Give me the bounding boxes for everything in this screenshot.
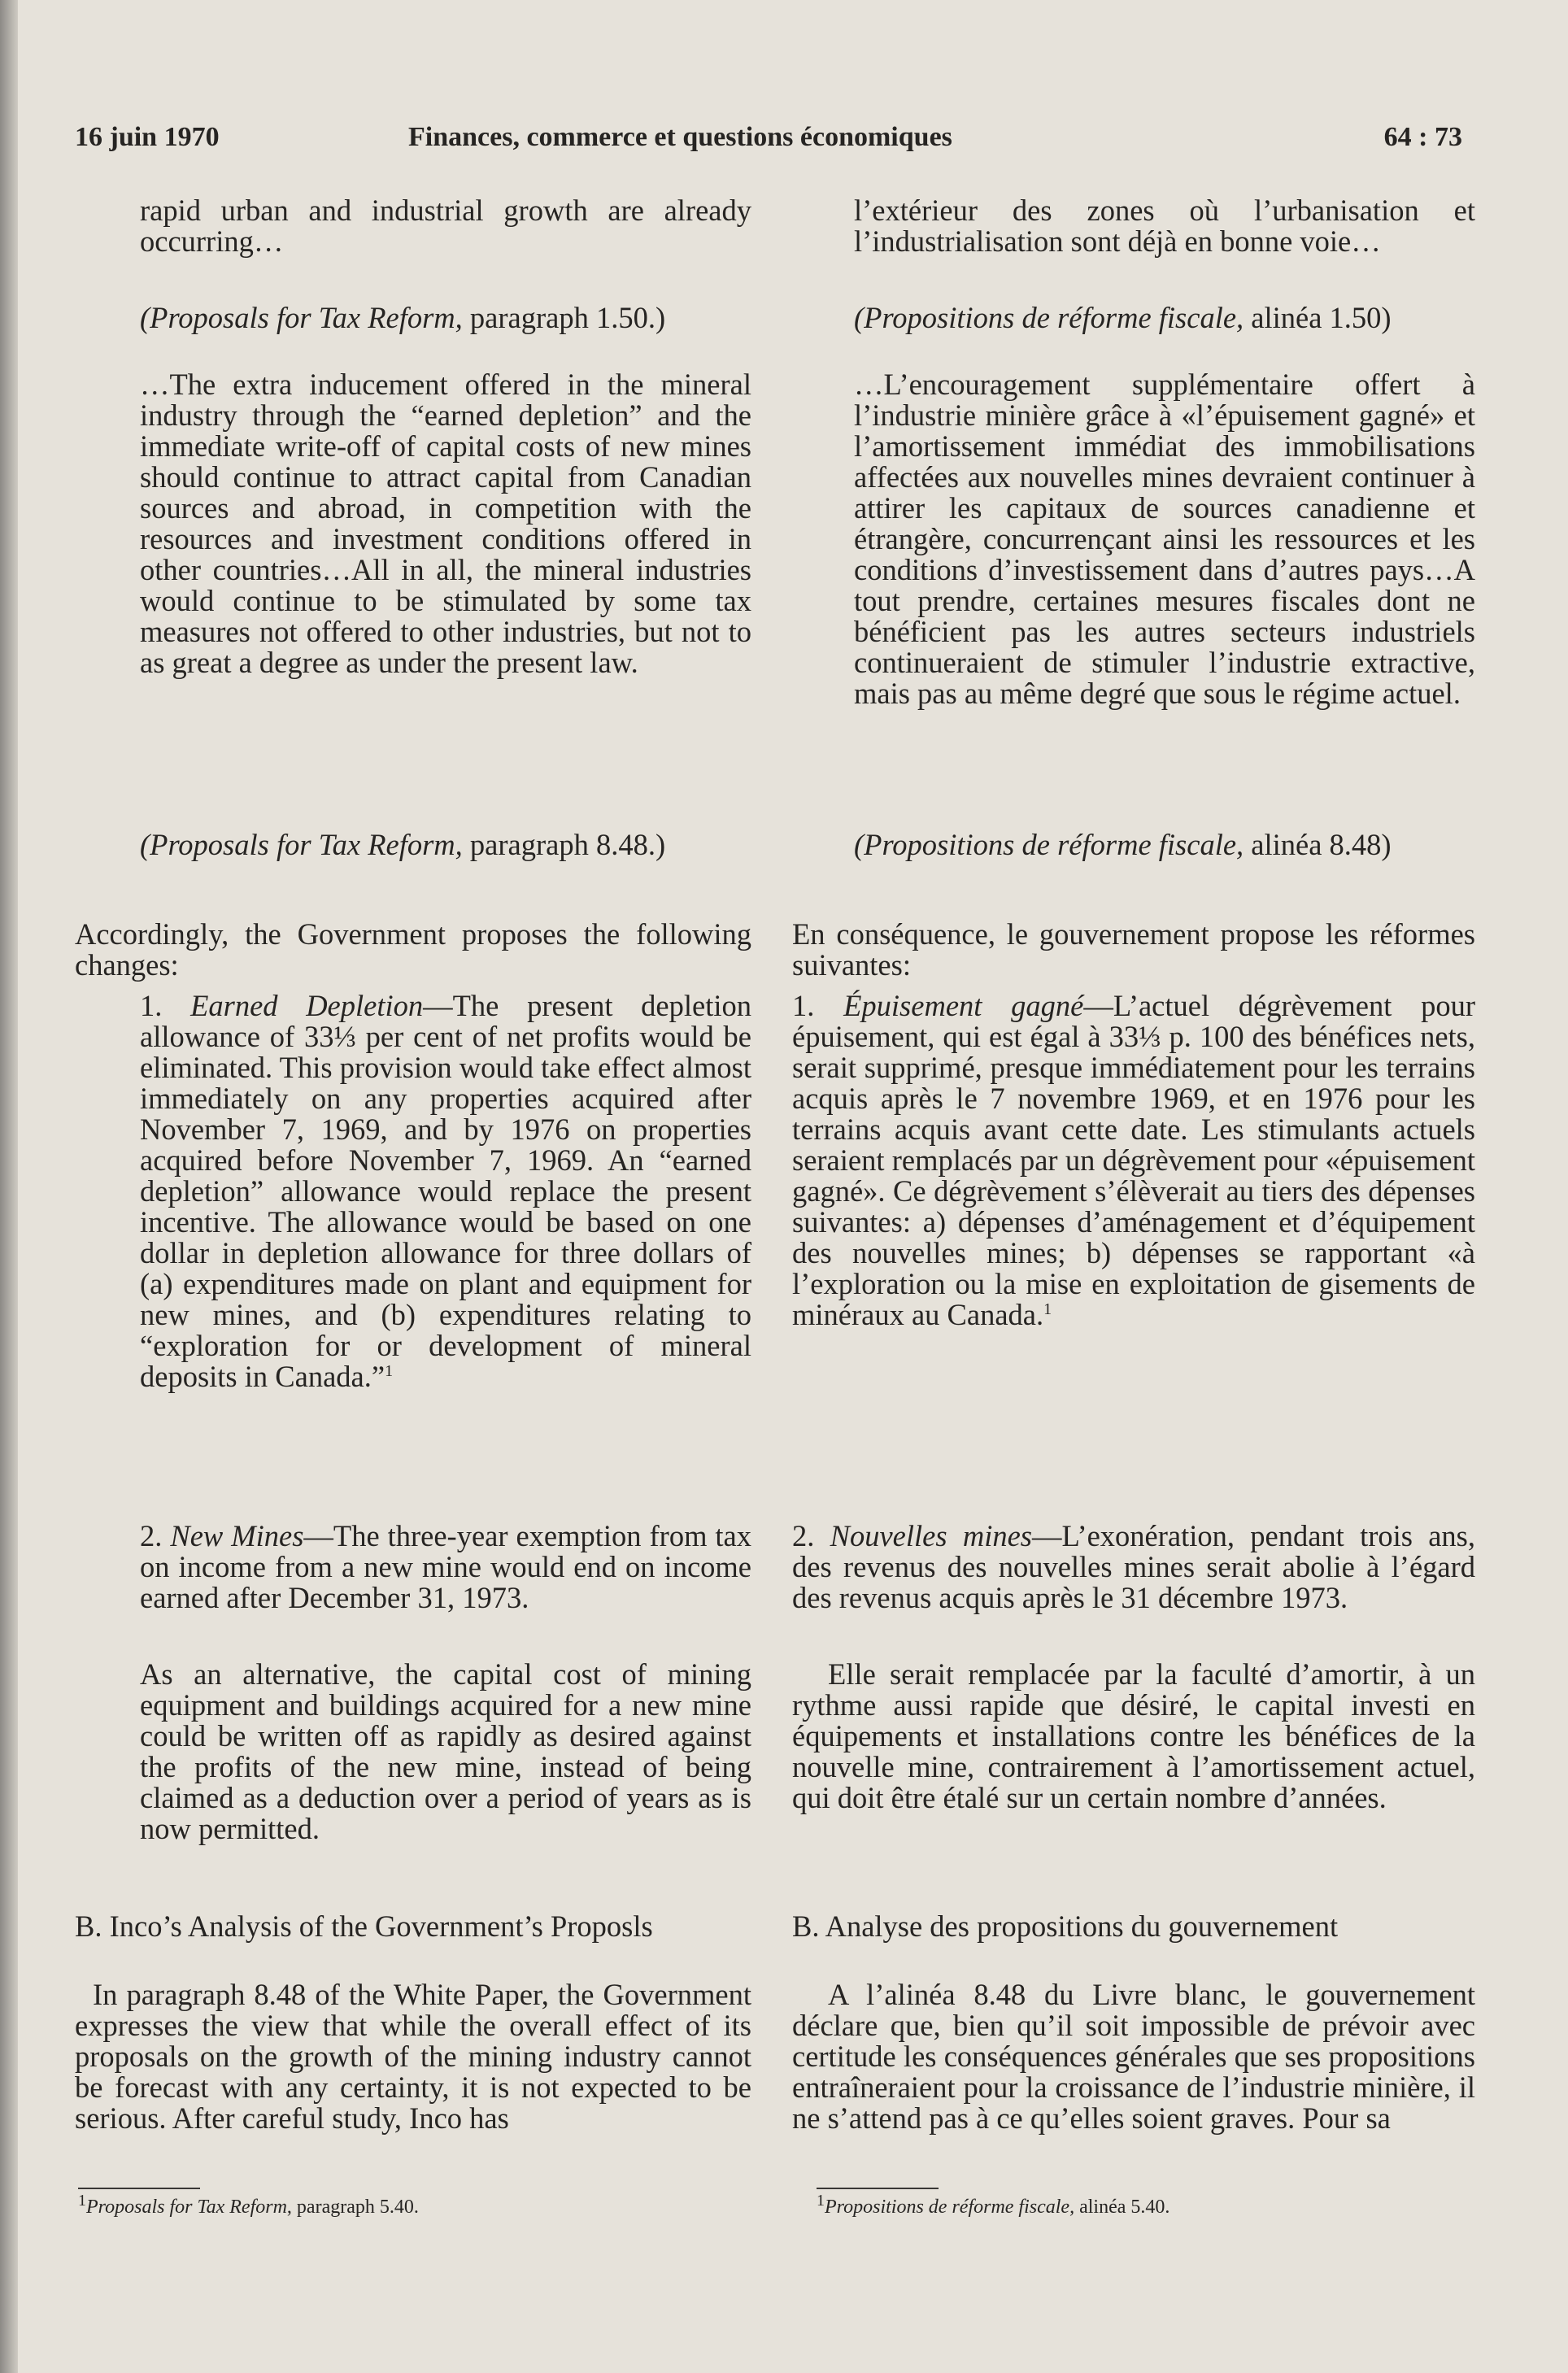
right-item-2-heading: Nouvelles mines: [830, 1519, 1032, 1552]
right-footnote-ref: alinéa 5.40.: [1074, 2197, 1170, 2218]
right-alternative-text: Elle serait remplacée par la faculté d’amortir, à un rythme aussi rapide que désiré, le capital investi en équipements et installations contre les bénéfices de la nouvelle mine, contrairement à l’amortissement actuel, qui doit être étalé sur un certain nombre d’années.: [792, 1657, 1475, 1814]
right-proposal-intro-text: En conséquence, le gouvernement propose les réformes suivantes:: [792, 917, 1475, 982]
left-analysis-text: In paragraph 8.48 of the White Paper, the Government expresses the view that while the overall effect of its proposals on the growth of the mining industry cannot be forecast with any certainty, it is not expected to be serious. After careful study, Inco has: [75, 1978, 751, 2135]
right-footnote: [817, 2192, 1170, 2218]
left-item-1-text: —The present depletion allowance of 33⅓ per cent of net profits would be eliminated. This provision would take effect almost immediately on any properties acquired after November 7, 1969, and by 1976 on properties acquired before November 7, 1969. An “earned depletion” allowance would replace the present incentive. The allowance would be based on one dollar in depletion allowance for three dollars of (a) expenditures made on plant and equipment for new mines, and (b) expenditures relating to “exploration for or development of mineral deposits in Canada.”: [140, 989, 751, 1393]
left-item-1: [75, 991, 751, 1392]
left-quote-continuation: rapid urban and industrial growth are already occurring…: [140, 194, 751, 258]
right-footnote-title: Propositions de réforme fiscale,: [825, 2197, 1075, 2218]
left-footnote-number: 1: [78, 2192, 86, 2210]
right-analysis: [792, 1979, 1475, 2134]
right-item-2: [792, 1521, 1475, 1613]
left-item-2-label: 2.: [140, 1519, 171, 1552]
right-analysis-text: A l’alinéa 8.48 du Livre blanc, le gouvernement déclare que, bien qu’il soit impossible de prévoir avec certitude les conséquences générales que ses propositions entraîneraient pour la croissance de l’industrie minière, il ne s’attend pas à ce qu’elles soient graves. Pour sa: [792, 1978, 1475, 2135]
left-item-1-footnote-mark: 1: [385, 1361, 394, 1380]
running-header: [75, 122, 1462, 163]
left-quote-2-text: …The extra inducement offered in the mineral industry through the “earned depletion” and the immediate write-off of capital costs of new mines should continue to attract capital from Canadian sources and abroad, in competition with the resources and investment conditions offered in other countries…All in all, the mineral industries would continue to be stimulated by some tax measures not offered to other industries, but not to as great a degree as under the present law.: [140, 368, 751, 679]
left-section-b-title: B. Inco’s Analysis of the Government’s Proposls: [75, 1909, 653, 1943]
right-proposal-intro: [792, 919, 1475, 981]
right-item-1-label: 1.: [792, 989, 844, 1022]
header-date: 16 juin 1970: [75, 122, 220, 152]
left-footnote-title: Proposals for Tax Reform: [86, 2197, 287, 2218]
left-item-2: [75, 1521, 751, 1613]
right-footnote-number: 1: [817, 2192, 825, 2210]
left-item-1-label: 1.: [140, 989, 191, 1022]
left-citation-2-title: (Proposals for Tax Reform,: [140, 828, 463, 861]
left-quote-2: [75, 369, 751, 678]
left-citation-1: [75, 303, 751, 333]
right-citation-2-title: (Propositions de réforme fiscale,: [854, 828, 1244, 861]
right-citation-1: [792, 303, 1475, 333]
right-citation-1-title: (Propositions de réforme fiscale,: [854, 301, 1244, 334]
right-quote-2: [792, 369, 1475, 709]
left-proposal-intro-text: Accordingly, the Government proposes the following changes:: [75, 917, 751, 982]
left-footnote-rule: [78, 2188, 200, 2189]
left-citation-1-title: (Proposals for Tax Reform,: [140, 301, 463, 334]
page-edge: [0, 0, 18, 2373]
left-footnote: [78, 2192, 419, 2218]
left-footnote-ref: , paragraph 5.40.: [286, 2197, 419, 2218]
right-footnote-rule: [817, 2188, 939, 2189]
right-item-2-label: 2.: [792, 1519, 830, 1552]
left-alternative-text: As an alternative, the capital cost of mining equipment and buildings acquired for a new mine could be written off as rapidly as desired against the profits of the new mine, instead of being claimed as a deduction over a period of years as is now permitted.: [140, 1657, 751, 1845]
right-quote-continuation: l’extérieur des zones où l’urbanisation et l’industrialisation sont déjà en bonne voie…: [854, 194, 1475, 258]
right-section-b-title: B. Analyse des propositions du gouvernement: [792, 1909, 1339, 1943]
left-proposal-intro: [75, 919, 751, 981]
left-analysis: [75, 1979, 751, 2134]
right-quote-2-text: …L’encouragement supplémentaire offert à l’industrie minière grâce à «l’épuisement gagné» et l’amortissement immédiat des immobilisations affectées aux nouvelles mines devraient continuer à attirer les capitaux de sources canadienne et étrangère, concurrençant ainsi les ressources et les conditions d’investissement dans d’autres pays…A tout prendre, certaines mesures fiscales dont ne bénéficient pas les autres secteurs industriels continueraient de stimuler l’industrie extractive, mais pas au même degré que sous le régime actuel.: [854, 368, 1475, 710]
left-citation-2: [75, 829, 751, 860]
right-item-1-text: —L’actuel dégrèvement pour épuisement, qui est égal à 33⅓ p. 100 des bénéfices nets, serait supprimé, presque immédiatement pour les terrains acquis après le 7 novembre 1969, et en 1976 pour les terrains acquis avant cette date. Les stimulants actuels seraient remplacés par un dégrèvement pour «épuisement gagné». Ce dégrèvement s’élèverait au tiers des dépenses suivantes: a) dépenses d’aménagement et d’équipement des nouvelles mines; b) dépenses se rapportant «à l’exploration ou la mise en exploitation de gisements de minéraux au Canada.: [792, 989, 1475, 1331]
left-item-2-heading: New Mines: [170, 1519, 304, 1552]
left-text-block-1: [75, 195, 751, 257]
right-citation-1-ref: alinéa 1.50): [1244, 301, 1392, 334]
left-item-1-heading: Earned Depletion: [190, 989, 424, 1022]
right-item-1: [792, 991, 1475, 1330]
header-title: Finances, commerce et questions économiques: [408, 122, 952, 152]
right-section-heading: [792, 1911, 1475, 1942]
right-alternative: [792, 1659, 1475, 1813]
right-item-2-text: —L’exonération, pendant trois ans, des revenus des nouvelles mines serait abolie à l’égard des revenus acquis après le 31 décembre 1973.: [792, 1519, 1476, 1614]
right-citation-2: [792, 829, 1475, 860]
right-item-1-footnote-mark: 1: [1043, 1300, 1052, 1318]
right-citation-2-ref: alinéa 8.48): [1244, 828, 1392, 861]
right-text-block-1: [792, 195, 1475, 257]
left-section-heading: [75, 1911, 751, 1942]
header-page-number: 64 : 73: [1383, 122, 1462, 152]
left-item-2-text: —The three-year exemption from tax on income from a new mine would end on income earned after December 31, 1973.: [140, 1519, 752, 1614]
right-item-1-heading: Épuisement gagné: [843, 989, 1084, 1022]
left-citation-1-ref: paragraph 1.50.): [462, 301, 666, 334]
left-citation-2-ref: paragraph 8.48.): [462, 828, 666, 861]
left-alternative: [75, 1659, 751, 1844]
